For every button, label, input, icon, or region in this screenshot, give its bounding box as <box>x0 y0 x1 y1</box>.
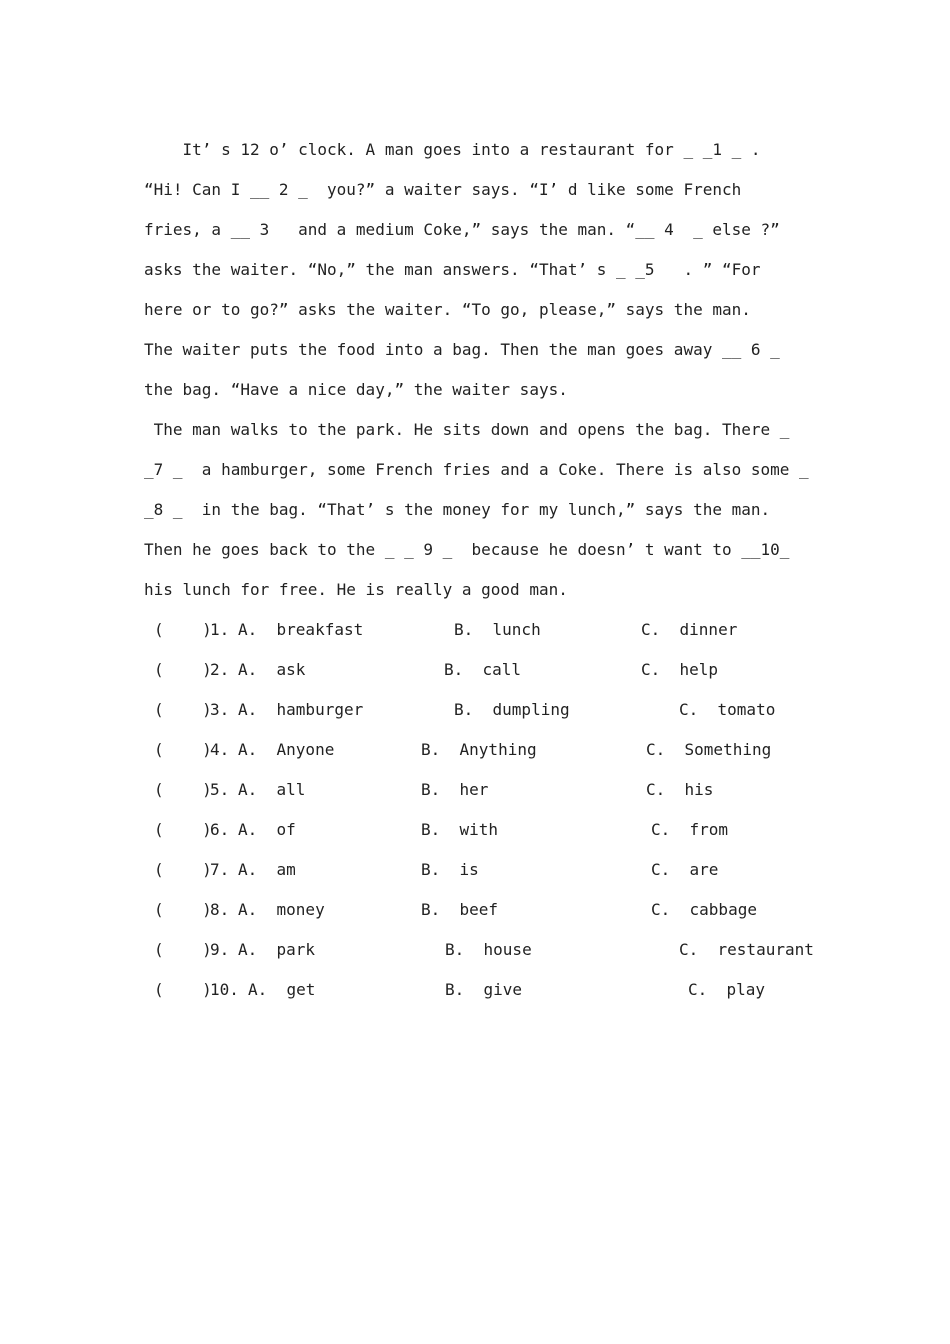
option-a: A. money <box>238 900 325 919</box>
answer-blank[interactable]: ( ) <box>154 780 212 799</box>
passage-line: _7 _ a hamburger, some French fries and a Coke. There is also some _ <box>144 460 809 479</box>
option-b: B. Anything <box>421 740 537 759</box>
option-b: B. give <box>445 980 523 999</box>
option-c: C. from <box>651 820 729 839</box>
question-number: 3. <box>210 700 230 719</box>
passage-line: Then he goes back to the _ _ 9 _ because he doesn’ t want to __10_ <box>144 540 790 559</box>
option-c: C. cabbage <box>651 900 757 919</box>
passage-line: fries, a __ 3 and a medium Coke,” says the man. “__ 4 _ else ?” <box>144 220 780 239</box>
passage-line: the bag. “Have a nice day,” the waiter says. <box>144 380 568 399</box>
option-c: C. restaurant <box>679 940 814 959</box>
question-number: 4. <box>210 740 230 759</box>
option-b: B. house <box>445 940 532 959</box>
question-number: 2. <box>210 660 230 679</box>
option-b: B. with <box>421 820 499 839</box>
passage-line: _8 _ in the bag. “That’ s the money for my lunch,” says the man. <box>144 500 771 519</box>
option-b: B. lunch <box>454 620 541 639</box>
option-a: A. breakfast <box>238 620 364 639</box>
option-b: B. is <box>421 860 479 879</box>
option-a: A. hamburger <box>238 700 364 719</box>
option-a: A. all <box>238 780 306 799</box>
passage-line: The man walks to the park. He sits down and opens the bag. There _ <box>144 420 790 439</box>
passage-line: The waiter puts the food into a bag. Then the man goes away __ 6 _ <box>144 340 780 359</box>
option-a: A. of <box>238 820 296 839</box>
question-number: 7. <box>210 860 230 879</box>
question-number: 5. <box>210 780 230 799</box>
answer-blank[interactable]: ( ) <box>154 860 212 879</box>
question-number: 6. <box>210 820 230 839</box>
option-a: A. ask <box>238 660 306 679</box>
option-c: C. help <box>641 660 719 679</box>
option-c: C. his <box>646 780 714 799</box>
question-number: 8. <box>210 900 230 919</box>
option-b: B. beef <box>421 900 499 919</box>
passage-line: It’ s 12 o’ clock. A man goes into a restaurant for _ _1 _ . <box>144 140 761 159</box>
answer-blank[interactable]: ( ) <box>154 740 212 759</box>
option-a: A. am <box>238 860 296 879</box>
option-c: C. dinner <box>641 620 738 639</box>
option-b: B. her <box>421 780 489 799</box>
option-b: B. dumpling <box>454 700 570 719</box>
passage-line: asks the waiter. “No,” the man answers. “That’ s _ _5 . ” “For <box>144 260 761 279</box>
option-a: A. get <box>248 980 316 999</box>
answer-blank[interactable]: ( ) <box>154 940 212 959</box>
option-c: C. are <box>651 860 719 879</box>
answer-blank[interactable]: ( ) <box>154 900 212 919</box>
question-number: 1. <box>210 620 230 639</box>
option-a: A. Anyone <box>238 740 335 759</box>
answer-blank[interactable]: ( ) <box>154 820 212 839</box>
question-number: 9. <box>210 940 230 959</box>
answer-blank[interactable]: ( ) <box>154 660 212 679</box>
passage-line: here or to go?” asks the waiter. “To go, please,” says the man. <box>144 300 751 319</box>
question-number: 10. <box>210 980 239 999</box>
answer-blank[interactable]: ( ) <box>154 980 212 999</box>
passage-line: “Hi! Can I __ 2 _ you?” a waiter says. “I’ d like some French <box>144 180 742 199</box>
option-b: B. call <box>444 660 522 679</box>
passage-line: his lunch for free. He is really a good man. <box>144 580 568 599</box>
option-a: A. park <box>238 940 316 959</box>
option-c: C. play <box>688 980 766 999</box>
option-c: C. Something <box>646 740 772 759</box>
option-c: C. tomato <box>679 700 776 719</box>
answer-blank[interactable]: ( ) <box>154 620 212 639</box>
answer-blank[interactable]: ( ) <box>154 700 212 719</box>
